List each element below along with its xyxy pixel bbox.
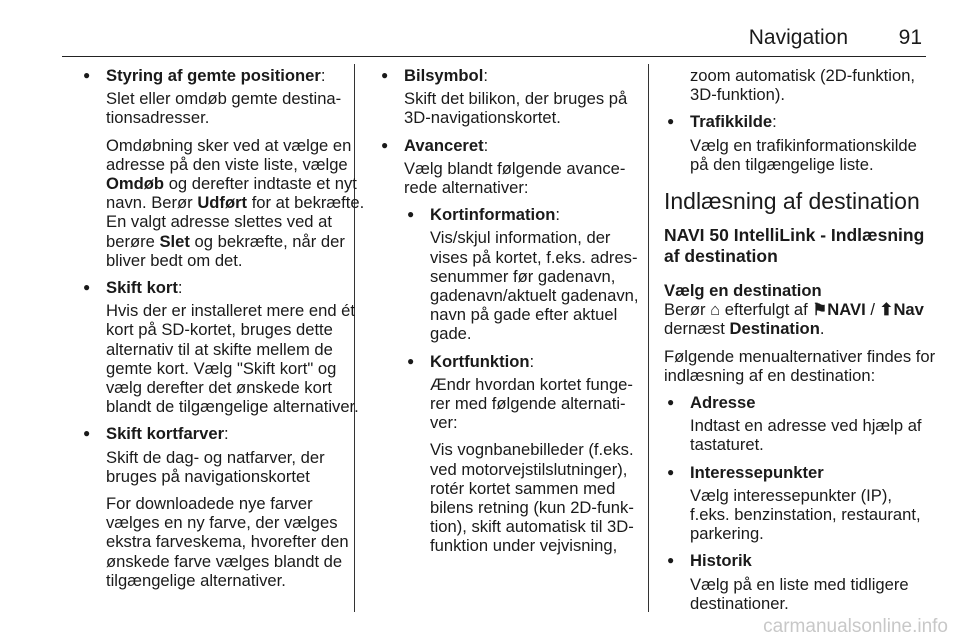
item-title: Interessepunkter (690, 462, 824, 482)
bullet: ● (667, 464, 675, 479)
item-text: Indtast en adresse ved hjælp af tastaturet. (690, 416, 922, 455)
item-text: Hvis der er installeret mere end ét kort på SD-kortet, bruges dette alternativ til at skifte mellem de gemte kort. Vælg "Skift kort" og vælg derefter det ønskede kort blandt de tilgængelige alternativer. (106, 301, 359, 417)
item-text: For downloadede nye farver vælges en ny farve, der vælges ekstra farveskema, hvorefter den ønskede farve vælges blandt de tilgængelige alternativer. (106, 494, 349, 590)
list-item-bilsymbol: ● Bilsymbol: Skift det bilikon, der bruges på 3D-navigationskortet. (378, 66, 640, 128)
item-text: Vælg på en liste med tidligere destinationer. (690, 574, 909, 613)
bullet: ● (667, 114, 675, 129)
page-header (0, 26, 960, 56)
bullet: ● (407, 207, 415, 222)
section-heading: Indlæsning af destination (664, 188, 920, 215)
paragraph: Berør ⌂ efterfulgt af ⚑NAVI / ⬆Nav dernæst Destination. (664, 300, 924, 339)
item-text: Ændr hvordan kortet fungerer med følgende alternativer: (430, 374, 633, 433)
column-1 (80, 66, 368, 598)
item-title: Styring af gemte positioner (106, 66, 321, 85)
list-item-adresse (664, 393, 936, 455)
sub-heading: Vælg en destination (664, 281, 822, 301)
list-item-interessepunkter (664, 463, 936, 544)
column-divider (648, 64, 649, 612)
item-text: Vælg en trafikinformationskilde på den tilgængelige liste. (690, 135, 917, 174)
sub-item-kortfunktion: ● Kortfunktion: Ændr hvordan kortet fungerer med følgende alternativer: Vis vognbanebilleder (f.eks. ved motorvejstilslutninger), rotér kortet sammen med bilens retning (kun 2D-funktion), skift automatisk til 3D-funktion under vejvisning, (404, 352, 640, 556)
flag-icon: ⚑ (812, 300, 828, 320)
list-item-styring: ● Styring af gemte positioner: Slet eller omdøb gemte destinationsadresser. Omdøbning sker ved at vælge en adresse på den viste liste, vælge Omdøb og derefter indtaste et nyt navn. Berør Udført for at bekræfte. En valgt adresse slettes ved at berøre Slet og bekræfte, når der bliver bedt om det. (80, 66, 368, 270)
header-rule (62, 56, 926, 57)
item-text: Vælg interessepunkter (IP), f.eks. benzinstation, restaurant, parkering. (690, 485, 921, 544)
paragraph: Følgende menualternativer findes for indlæsning af en destination: (664, 346, 936, 385)
item-title: Historik (690, 551, 752, 571)
item-title: Bilsymbol (404, 66, 484, 85)
item-title: Avanceret (404, 135, 484, 155)
list-item-kortfarver: ● Skift kortfarver: Skift de dag- og natfarver, der bruges på navigationskortet For downloadede nye farver vælges en ny farve, der vælges ekstra farveskema, hvorefter den ønskede farve vælges blandt de tilgængelige alternativer. (80, 424, 368, 590)
item-title: Trafikkilde (690, 112, 773, 132)
subsection-heading: NAVI 50 IntelliLink - Indlæsning af destination (664, 225, 925, 267)
item-title: Kortfunktion (430, 351, 530, 371)
list-item-skift-kort: ● Skift kort: Hvis der er installeret mere end ét kort på SD-kortet, bruges dette alternativ til at skifte mellem de gemte kort. Vælg "Skift kort" og vælg derefter det ønskede kort blandt de tilgængelige alternativer. (80, 278, 368, 416)
item-title: Kortinformation (430, 205, 556, 225)
item-text: Omdøbning sker ved at vælge en adresse på den viste liste, vælge Omdøb og derefter indtaste et nyt navn. Berør Udført for at bekræfte. En valgt adresse slettes ved at berøre Slet og bekræfte, når der bliver bedt om det. (106, 135, 365, 270)
bullet: ● (381, 68, 389, 82)
bullet: ● (667, 553, 675, 568)
item-text: Skift det bilikon, der bruges på 3D-navigationskortet. (404, 89, 628, 128)
item-title: Skift kortfarver (106, 424, 225, 444)
sub-item-kortinformation: ● Kortinformation: Vis/skjul information, der vises på kortet, f.eks. adressenummer før gadenavn, gadenavn/aktuelt gadenavn, navn på gade efter aktuel gade. (407, 205, 639, 344)
page-number: 91 (898, 26, 922, 49)
bullet: ● (83, 68, 91, 82)
page-title: Navigation (748, 26, 848, 49)
bullet: ● (381, 137, 389, 152)
item-title: Adresse (690, 393, 756, 413)
bullet: ● (83, 426, 91, 441)
continued-text: zoom automatisk (2D-funktion, 3D-funktion). (690, 66, 916, 105)
list-item-historik (664, 551, 936, 613)
item-text: Vis/skjul information, der vises på kortet, f.eks. adressenummer før gadenavn, gadenavn/aktuelt gadenavn, navn på gade efter aktuel gade. (430, 228, 639, 344)
bullet: ● (407, 353, 415, 368)
item-text: Skift de dag- og natfarver, der bruges på navigationskortet (106, 447, 325, 486)
item-text: Vis vognbanebilleder (f.eks. ved motorvejstilslutninger), rotér kortet sammen med bilens retning (kun 2D-funktion), skift automatisk til 3D-funktion under vejvisning, (430, 440, 634, 556)
watermark: carmanualsonline.info (763, 616, 948, 637)
list-item-avanceret: ● Avanceret: Vælg blandt følgende avancerede alternativer: ● Kortinformation: Vis/skjul information, der vises på kortet, f.eks. adressenummer før gadenavn, gadenavn/aktuelt gadenavn, navn på gade efter aktuel gade. ● Kortfunktion: Ændr hvordan kortet fungerer med følgende alternativer: Vis vognbanebilleder (f.eks. ved motorvejstilslutninger), rotér kortet sammen med bilens retning (kun 2D-funktion), skift automatisk til 3D-funktion under vejvisning, (381, 135, 639, 556)
column-2 (378, 66, 640, 564)
item-title: Skift kort (106, 278, 178, 298)
list-item-trafikkilde: ● Trafikkilde: Vælg en trafikinformationskilde på den tilgængelige liste. (664, 112, 936, 174)
column-3 (664, 66, 936, 621)
item-text: Vælg blandt følgende avancerede alternativer: (404, 158, 626, 198)
bullet: ● (667, 395, 675, 410)
item-text: Slet eller omdøb gemte destinationsadresser. (106, 89, 342, 128)
bullet: ● (83, 280, 91, 295)
home-icon: ⌂ (710, 300, 721, 320)
nav-arrow-icon: ⬆ (879, 300, 894, 320)
